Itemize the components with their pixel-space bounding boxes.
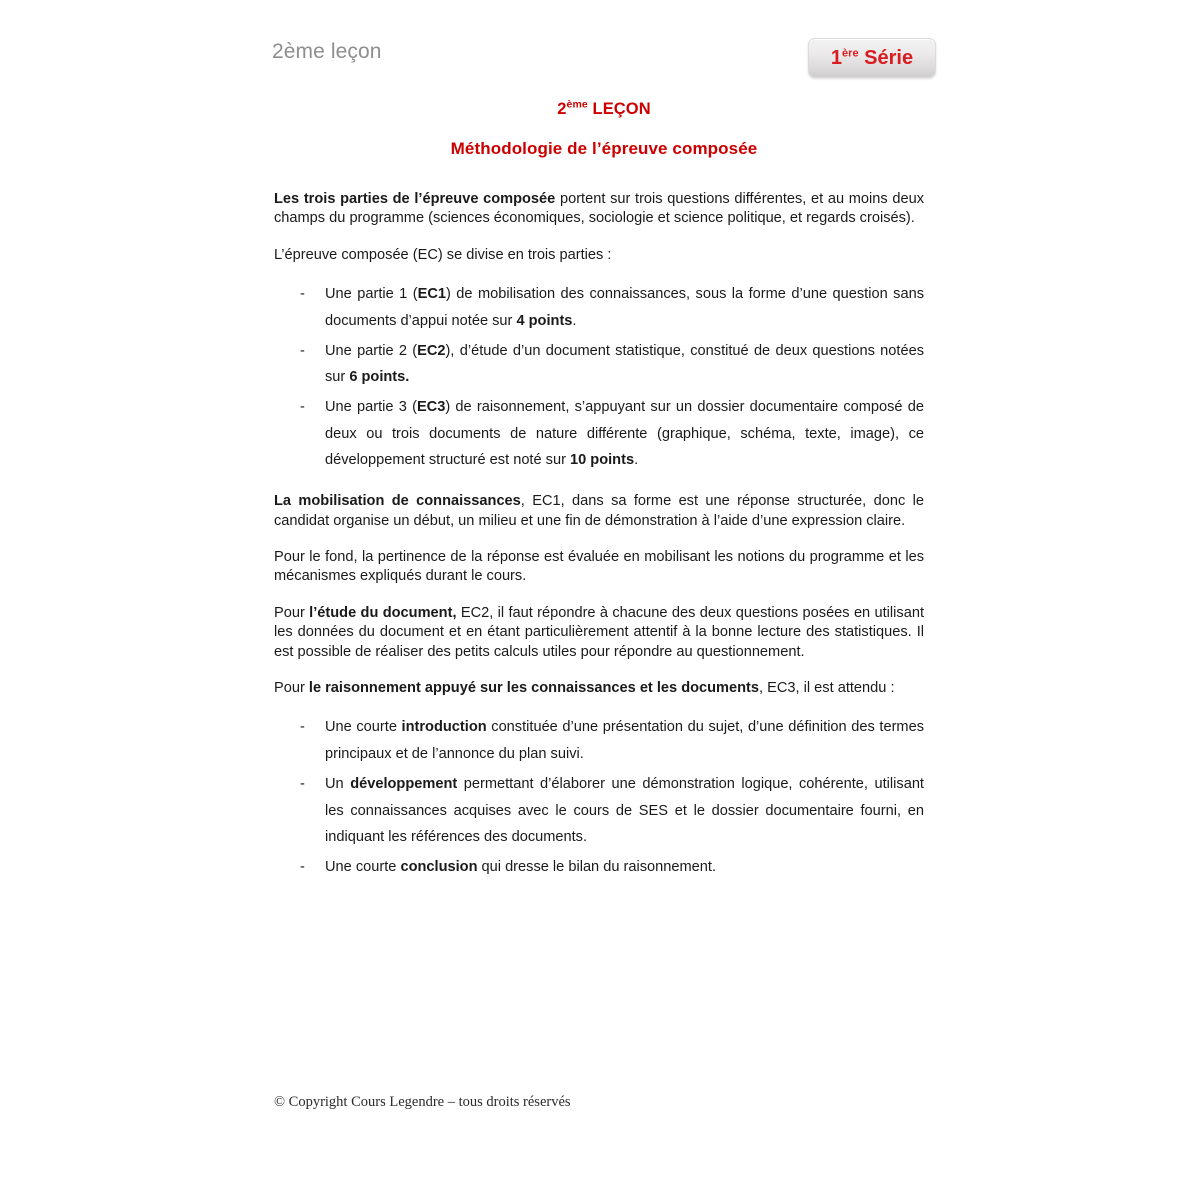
- paragraph-etude-text: EC2, il faut répondre à chacune des deux questions posées en utilisant les données du document et en étant particulièrement attentif à la bonne lecture des statistiques. Il est possible de réaliser des petits calculs utiles pour répondre au questionnement.: [274, 604, 924, 660]
- list-item-text-a: Une partie 2 (: [325, 342, 418, 359]
- list-item: [274, 281, 924, 334]
- list-item: [274, 338, 924, 391]
- list-item-text-c: .: [634, 452, 639, 469]
- list-item-text-a: Une courte: [325, 719, 402, 736]
- page-header: [272, 30, 936, 88]
- paragraph-etude-prefix: Pour: [274, 604, 310, 621]
- dash-marker: -: [300, 775, 305, 792]
- paragraph-intro-bold: Les trois parties de l’épreuve composée: [274, 191, 556, 207]
- list-item-text-b: constituée d’une présentation du sujet, d’une définition des termes principaux et de l’annonce du plan suivi.: [325, 719, 924, 763]
- document-body: [274, 190, 924, 887]
- list-item: [274, 394, 924, 474]
- list-item-text-b: ) de mobilisation des connaissances, sous la forme d’une question sans documents d’appui notée sur: [325, 286, 924, 329]
- lesson-number-suffix: LEÇON: [587, 100, 651, 118]
- list-item-text-b: ) de raisonnement, s’appuyant sur un dossier documentaire composé de deux ou trois documents de nature différente (graphique, schéma, texte, image), ce développement structuré est noté sur: [325, 399, 925, 469]
- parts-list: [274, 281, 924, 474]
- page-title: Méthodologie de l’épreuve composée: [450, 139, 758, 158]
- series-badge-text: [831, 48, 913, 68]
- list-item-text-c: .: [572, 312, 577, 329]
- list-item-bold-a: EC1: [417, 286, 446, 303]
- paragraph-intro: [274, 190, 924, 229]
- dash-marker: -: [300, 399, 305, 416]
- list-item: [274, 714, 924, 767]
- list-spacer: [274, 480, 924, 492]
- list-item-bold-a: EC3: [416, 399, 446, 416]
- dash-marker: -: [300, 719, 305, 736]
- list-item-text-b: permettant d’élaborer une démonstration logique, cohérente, utilisant les connaissances acquises avec le cours de SES et le dossier documentaire fourni, en indiquant les références des documents.: [325, 775, 924, 846]
- list-item-bold-a: développement: [350, 775, 458, 792]
- copyright-footer: © Copyright Cours Legendre – tous droits réservés: [274, 1094, 571, 1110]
- lesson-number-prefix: 2: [557, 100, 567, 118]
- list-item-text-a: Une partie 3 (: [325, 399, 417, 416]
- paragraph-mobilisation-bold: La mobilisation de connaissances: [274, 493, 521, 510]
- paragraph-raisonnement-bold: le raisonnement appuyé sur les connaissances et les documents: [308, 679, 760, 696]
- series-badge: [808, 38, 936, 78]
- dash-marker: -: [300, 286, 305, 303]
- paragraph-mobilisation-text: , EC1, dans sa forme est une réponse structurée, donc le candidat organise un début, un milieu et une fin de démonstration à l’aide d’une expression claire.: [274, 493, 924, 529]
- paragraph-raisonnement-prefix: Pour: [274, 679, 309, 696]
- expectations-list: [274, 714, 924, 880]
- list-item-text-a: Une partie 1 (: [325, 286, 418, 303]
- paragraph-etude-bold: l’étude du document,: [309, 604, 457, 621]
- list-item-bold-b: 4 points: [516, 312, 573, 329]
- list-item-bold-a: introduction: [401, 719, 487, 736]
- list-item-bold-b: 6 points.: [349, 369, 410, 386]
- series-badge-superscript: ère: [842, 47, 859, 60]
- list-item-text-b: ), d’étude d’un document statistique, constitué de deux questions notées sur: [325, 342, 924, 386]
- lesson-number-title: [272, 100, 936, 119]
- dash-marker: -: [300, 342, 305, 359]
- paragraph-fond: Pour le fond, la pertinence de la réponse est évaluée en mobilisant les notions du programme et les mécanismes expliqués durant le cours.: [274, 548, 924, 585]
- list-item-bold-b: 10 points: [570, 452, 635, 469]
- header-lesson-label: 2ème leçon: [272, 40, 382, 63]
- list-item: [274, 854, 924, 881]
- paragraph-three-parts: L’épreuve composée (EC) se divise en trois parties :: [274, 246, 612, 263]
- paragraph-raisonnement-text: , EC3, il est attendu :: [759, 679, 895, 696]
- paragraph-mobilisation: [274, 492, 924, 531]
- list-item-bold-a: conclusion: [400, 858, 478, 875]
- list-item-text-a: Un: [325, 775, 351, 792]
- list-item-text-a: Une courte: [325, 858, 401, 875]
- series-badge-suffix: Série: [858, 47, 914, 69]
- paragraph-etude-document: [274, 604, 924, 662]
- list-item-text-b: qui dresse le bilan du raisonnement.: [477, 858, 716, 875]
- list-item-bold-a: EC2: [417, 342, 446, 359]
- list-item: [274, 771, 924, 851]
- lesson-number-superscript: ème: [566, 98, 588, 111]
- series-badge-prefix: 1: [830, 47, 843, 69]
- dash-marker: -: [300, 858, 305, 875]
- paragraph-raisonnement: [274, 679, 924, 698]
- paragraph-intro-text: portent sur trois questions différentes, et au moins deux champs du programme (sciences économiques, sociologie et science politique, et regards croisés).: [274, 191, 925, 227]
